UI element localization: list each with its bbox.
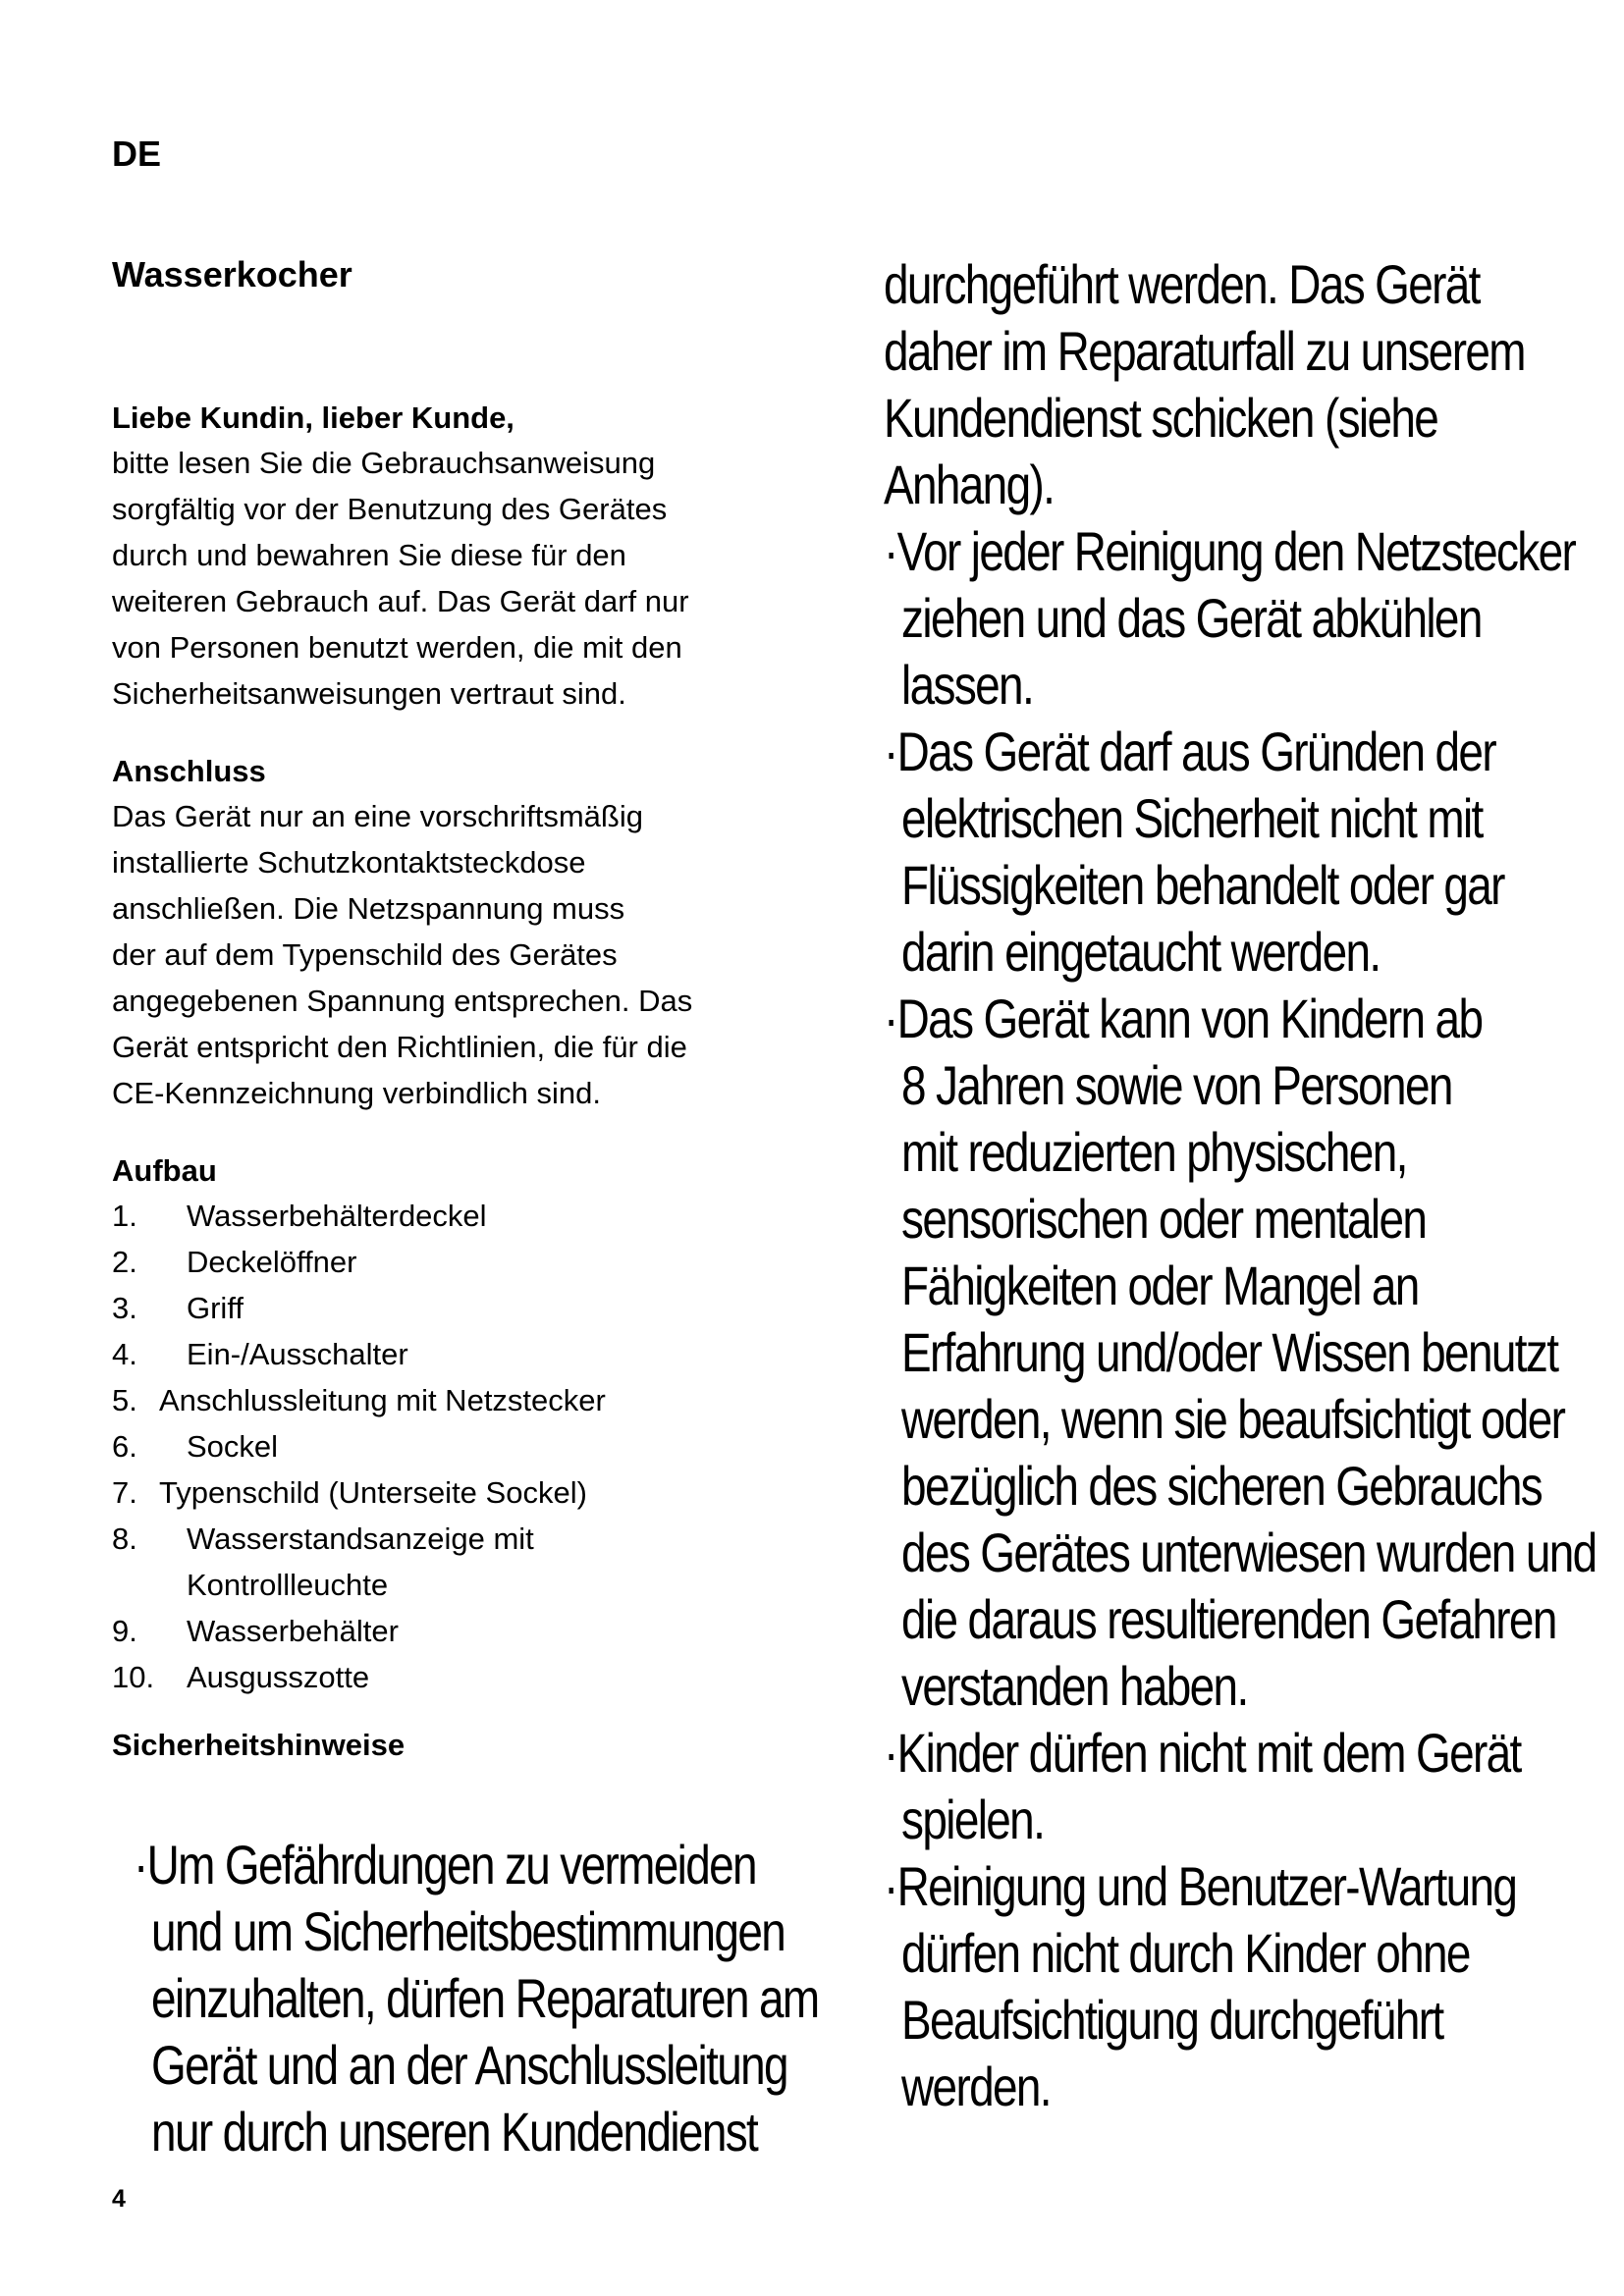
list-item bbox=[112, 1516, 799, 1608]
item-text: Wasserstandsanzeige mit Kontrollleuchte bbox=[187, 1522, 534, 1602]
item-number: 4. bbox=[112, 1337, 137, 1371]
item-text: Wasserbehälter bbox=[187, 1614, 399, 1648]
list-item bbox=[112, 1608, 799, 1654]
safety-item: ·Das Gerät darf aus Gründen der elektrischen Sicherheit nicht mit Flüssigkeiten behandelt oder gar darin eingetaucht werden. bbox=[884, 721, 1504, 983]
list-item bbox=[112, 1377, 799, 1423]
item-text: Sockel bbox=[187, 1429, 279, 1464]
right-column bbox=[884, 251, 1624, 2120]
aufbau-heading: Aufbau bbox=[112, 1153, 217, 1188]
list-item bbox=[112, 1285, 799, 1331]
safety-item: durchgeführt werden. Das Gerät daher im Reparaturfall zu unserem Kundendienst schicken (siehe Anhang). bbox=[884, 253, 1525, 515]
safety-left-text-block bbox=[134, 1832, 998, 2165]
item-text: Griff bbox=[187, 1291, 244, 1325]
anschluss-text: Das Gerät nur an eine vorschriftsmäßig installierte Schutzkontaktsteckdose anschließen. Die Netzspannung muss der auf dem Typenschild des Gerätes angegebenen Spannung entsprechen. Das Gerät entspricht den Richtlinien, die für die CE-Kennzeichnung verbindlich sind. bbox=[112, 799, 693, 1110]
item-number: 9. bbox=[112, 1614, 137, 1648]
item-text: Typenschild (Unterseite Sockel) bbox=[159, 1475, 587, 1510]
anschluss-heading: Anschluss bbox=[112, 754, 266, 788]
document-title: Wasserkocher bbox=[112, 254, 352, 294]
left-column bbox=[112, 251, 799, 1767]
item-text: Ein-/Ausschalter bbox=[187, 1337, 408, 1371]
list-item bbox=[112, 1423, 799, 1469]
item-text: Deckelöffner bbox=[187, 1245, 357, 1279]
item-number: 8. bbox=[112, 1522, 137, 1556]
safety-heading: Sicherheitshinweise bbox=[112, 1728, 406, 1762]
item-text: Anschlussleitung mit Netzstecker bbox=[159, 1383, 606, 1417]
list-item bbox=[112, 1193, 799, 1239]
safety-item: ·Das Gerät kann von Kindern ab 8 Jahren sowie von Personen mit reduzierten physischen, sensorischen oder mentalen Fähigkeiten oder Mangel an Erfahrung und/oder Wissen benutzt werden, wenn sie beaufsichtigt oder bezüglich des sicheren Gebrauchs des Gerätes unterwiesen wurden und die daraus resultierenden Gefahren verstanden haben. bbox=[884, 988, 1597, 1717]
list-item bbox=[112, 1469, 799, 1516]
item-number: 7. bbox=[112, 1475, 137, 1510]
intro-heading: Liebe Kundin, lieber Kunde, bbox=[112, 400, 514, 435]
safety-item: ·Vor jeder Reinigung den Netzstecker ziehen und das Gerät abkühlen lassen. bbox=[884, 520, 1576, 716]
language-tag: DE bbox=[112, 133, 162, 174]
list-item bbox=[112, 1239, 799, 1285]
item-number: 2. bbox=[112, 1245, 137, 1279]
safety-item: ·Reinigung und Benutzer-Wartung dürfen nicht durch Kinder ohne Beaufsichtigung durchgeführt werden. bbox=[884, 1855, 1517, 2117]
item-number: 5. bbox=[112, 1383, 137, 1417]
list-item bbox=[112, 1331, 799, 1377]
parts-list bbox=[112, 1193, 799, 1700]
item-number: 1. bbox=[112, 1199, 137, 1233]
item-number: 10. bbox=[112, 1660, 155, 1694]
item-number: 6. bbox=[112, 1429, 137, 1464]
item-number: 3. bbox=[112, 1291, 137, 1325]
item-text: Wasserbehälterdeckel bbox=[187, 1199, 487, 1233]
safety-item: ·Kinder dürfen nicht mit dem Gerät spielen. bbox=[884, 1722, 1521, 1850]
intro-text: bitte lesen Sie die Gebrauchsanweisung sorgfältig vor der Benutzung des Gerätes durch und bewahren Sie diese für den weiteren Gebrauch auf. Das Gerät darf nur von Personen benutzt werden, die mit den Sicherheitsanweisungen vertraut sind. bbox=[112, 446, 689, 711]
safety-item: ·Um Gefährdungen zu vermeiden und um Sicherheitsbestimmungen einzuhalten, dürfen Reparaturen am Gerät und an der Anschlussleitung nur durch unseren Kundendienst bbox=[134, 1834, 819, 2163]
item-text: Ausgusszotte bbox=[187, 1660, 370, 1694]
page-number: 4 bbox=[112, 2185, 126, 2213]
list-item bbox=[112, 1654, 799, 1700]
